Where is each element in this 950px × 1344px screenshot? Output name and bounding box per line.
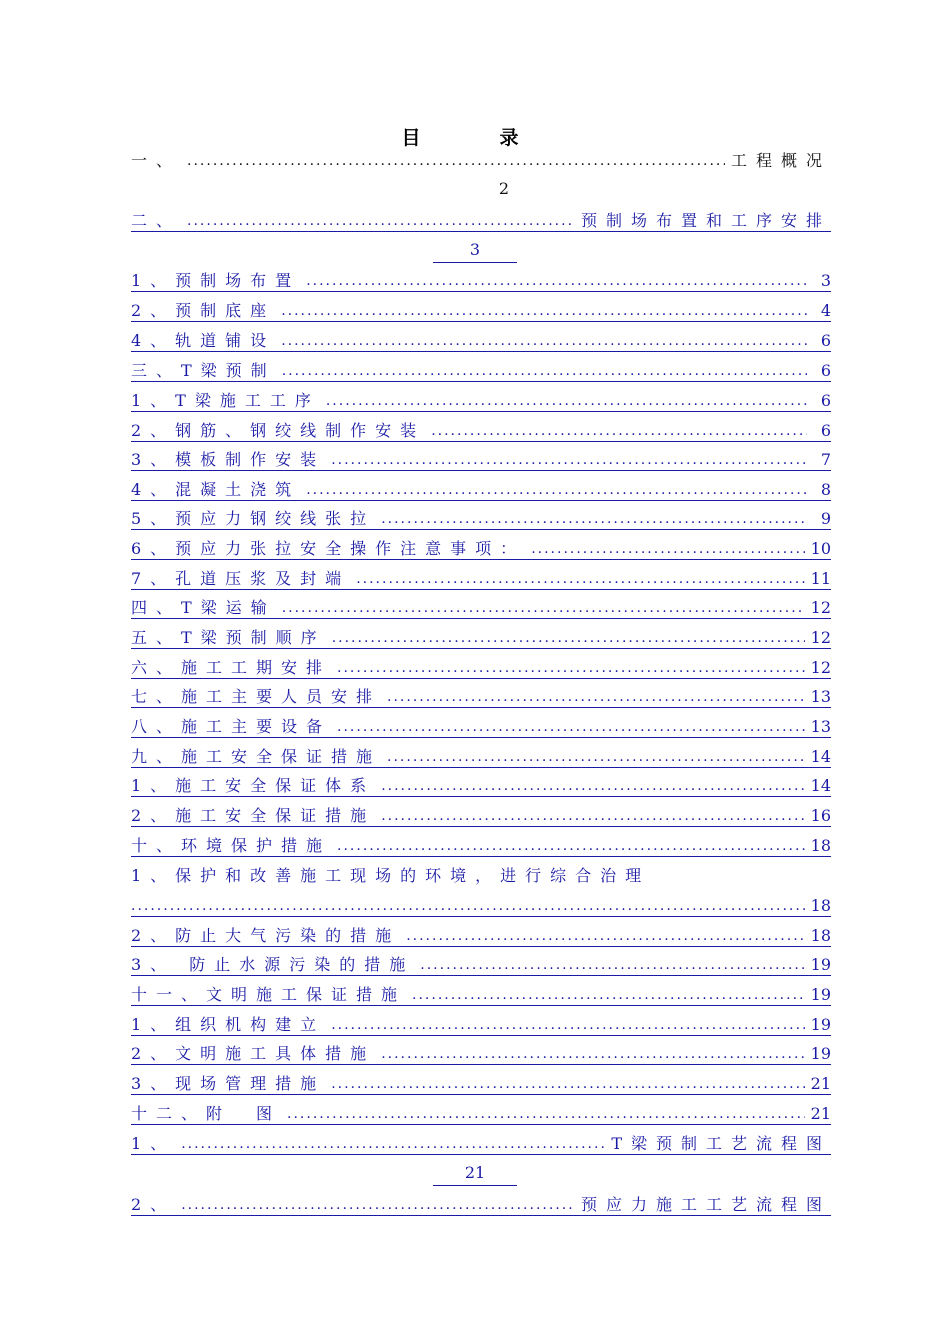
toc-entry-page: 6 — [820, 331, 831, 350]
toc-entry-label: 1、预制场布置 — [131, 271, 301, 290]
toc-entry-page: 19 — [810, 955, 831, 974]
toc-entry-label: 5、预应力钢绞线张拉 — [131, 509, 376, 528]
toc-entry[interactable] — [131, 1009, 831, 1036]
toc-entry[interactable] — [131, 474, 831, 501]
toc-entry[interactable] — [131, 563, 831, 590]
toc-entry[interactable] — [131, 444, 831, 471]
toc-entry-label: 四、T梁运输 — [131, 598, 276, 617]
toc-entry-page: 18 — [810, 926, 831, 945]
toc-entry[interactable] — [131, 415, 831, 442]
toc-leader — [387, 747, 805, 767]
toc-leader — [331, 1015, 804, 1035]
toc-entry-tail: 预应力施工工艺流程图 — [580, 1195, 831, 1214]
toc-leader — [181, 1195, 575, 1215]
toc-entry[interactable] — [131, 860, 831, 886]
toc-entry-label: 1、 — [131, 1134, 176, 1153]
toc-entry-label: 6、预应力张拉安全操作注意事项： — [131, 539, 526, 558]
toc-entry[interactable] — [131, 622, 831, 649]
toc-entry[interactable] — [131, 533, 831, 560]
toc-leader — [406, 926, 804, 946]
toc-entry-page: 11 — [810, 569, 831, 588]
toc-entry-page: 14 — [810, 747, 831, 766]
toc-entry-page: 3 — [820, 271, 831, 290]
toc-entry-label: 7、孔道压浆及封端 — [131, 569, 351, 588]
toc-leader — [337, 836, 805, 856]
toc-entry-page: 13 — [810, 687, 831, 706]
toc-entry-tail: T梁预制工艺流程图 — [611, 1134, 831, 1153]
toc-leader — [381, 1044, 804, 1064]
toc-leader — [381, 806, 804, 826]
toc-entry[interactable] — [131, 1038, 831, 1065]
toc-entry-label: 八、施工主要设备 — [131, 717, 332, 736]
toc-leader — [326, 391, 807, 411]
toc-entry-label: 十一、文明施工保证措施 — [131, 985, 407, 1004]
toc-entry[interactable] — [131, 503, 831, 530]
toc-entry[interactable] — [131, 920, 831, 947]
toc-leader — [281, 331, 807, 351]
toc-entry-label: 1、组织机构建立 — [131, 1015, 326, 1034]
toc-entry-label: 二、 — [131, 211, 182, 230]
toc-leader — [331, 1074, 804, 1094]
toc-entry-label: 2、钢筋、钢绞线制作安装 — [131, 421, 426, 440]
toc-entry-label: 五、T梁预制顺序 — [131, 628, 326, 647]
toc-leader — [306, 480, 807, 500]
toc-leader — [331, 450, 807, 470]
toc-entry-label: 2、防止大气污染的措施 — [131, 926, 401, 945]
toc-entry[interactable] — [131, 1098, 831, 1125]
toc-entry-label: 1、施工安全保证体系 — [131, 776, 376, 795]
toc-entry-label: 九、施工安全保证措施 — [131, 747, 382, 766]
toc-entry-label: 1、保护和改善施工现场的环境，进行综合治理 — [131, 866, 651, 885]
toc-leader — [337, 717, 805, 737]
toc-entry[interactable] — [131, 949, 831, 976]
toc-entry[interactable] — [131, 652, 831, 679]
toc-entry-page: 7 — [820, 450, 831, 469]
toc-entry-page: 6 — [820, 361, 831, 380]
toc-entry[interactable] — [131, 265, 831, 292]
toc-entry[interactable] — [131, 770, 831, 797]
toc-entry[interactable] — [131, 355, 831, 382]
toc-entry[interactable] — [131, 711, 831, 738]
toc-entry-page: 3 — [433, 240, 517, 263]
toc-entry[interactable] — [131, 800, 831, 827]
toc-entry[interactable] — [131, 741, 831, 768]
toc-leader — [282, 361, 807, 381]
toc-entry-label: 2、预制底座 — [131, 301, 276, 320]
toc-leader — [181, 1134, 605, 1154]
toc-entry-page: 19 — [810, 1044, 831, 1063]
toc-entry-continuation[interactable] — [131, 890, 831, 917]
toc-entry[interactable] — [131, 681, 831, 708]
toc-entry-label: 1、T梁施工工序 — [131, 391, 320, 410]
toc-leader — [282, 598, 805, 618]
toc-leader — [281, 301, 807, 321]
toc-leader — [431, 421, 807, 441]
toc-entry-label: 三、T梁预制 — [131, 361, 276, 380]
toc-entry-page: 13 — [810, 717, 831, 736]
toc-entry-page: 16 — [810, 806, 831, 825]
toc-leader — [332, 628, 805, 648]
toc-entry-page: 21 — [433, 1163, 517, 1186]
toc-entry-page: 6 — [820, 391, 831, 410]
toc-entry-label: 七、施工主要人员安排 — [131, 687, 382, 706]
toc-leader — [337, 658, 805, 678]
toc-entry[interactable] — [131, 1189, 831, 1216]
toc-entry[interactable] — [131, 385, 831, 412]
toc-entry-tail: 工程概况 — [730, 151, 831, 170]
toc-entry-page: 21 — [810, 1074, 831, 1093]
toc-entry-label: 2、施工安全保证措施 — [131, 806, 376, 825]
toc-entry-tail: 预制场布置和工序安排 — [580, 211, 831, 230]
toc-entry[interactable] — [131, 205, 831, 232]
toc-entry-label: 六、施工工期安排 — [131, 658, 332, 677]
toc-entry-page: 19 — [810, 985, 831, 1004]
toc-entry[interactable] — [131, 979, 831, 1006]
toc-entry-page: 8 — [820, 480, 831, 499]
toc-entry-label: 2、文明施工具体措施 — [131, 1044, 376, 1063]
toc-leader — [381, 776, 804, 796]
toc-entry-label: 4、混凝土浇筑 — [131, 480, 301, 499]
toc-leader — [356, 569, 804, 589]
toc-entry[interactable] — [131, 1068, 831, 1095]
toc-entry[interactable] — [131, 145, 831, 171]
toc-leader — [187, 211, 575, 231]
toc-entry-page: 18 — [810, 836, 831, 855]
toc-entry-page: 14 — [810, 776, 831, 795]
toc-leader — [187, 151, 725, 171]
toc-entry-page: 18 — [810, 896, 831, 915]
toc-entry[interactable] — [131, 325, 831, 352]
toc-entry-page: 6 — [820, 421, 831, 440]
toc-entry-page: 2 — [498, 179, 510, 198]
toc-entry-label: 3、模板制作安装 — [131, 450, 326, 469]
toc-leader — [381, 509, 807, 529]
toc-entry[interactable] — [131, 830, 831, 857]
toc-entry[interactable] — [131, 1128, 831, 1155]
toc-entry-page: 9 — [820, 509, 831, 528]
toc-title: 目 录 — [401, 127, 549, 149]
toc-entry-label: 3、 防止水源污染的措施 — [131, 955, 415, 974]
toc-entry-label: 十、环境保护措施 — [131, 836, 332, 855]
toc-entry-page: 4 — [820, 301, 831, 320]
toc-entry-page: 12 — [810, 628, 831, 647]
toc-entry[interactable] — [131, 295, 831, 322]
toc-entry-label: 十二、附 图 — [131, 1104, 282, 1123]
toc-entry-page: 12 — [810, 658, 831, 677]
toc-entry-page: 21 — [810, 1104, 831, 1123]
toc-entry-label: 4、轨道铺设 — [131, 331, 276, 350]
toc-entry[interactable] — [131, 592, 831, 619]
toc-leader — [420, 955, 804, 975]
toc-leader — [412, 985, 805, 1005]
toc-entry-label: 2、 — [131, 1195, 176, 1214]
toc-leader — [531, 539, 804, 559]
toc-entry-page: 10 — [810, 539, 831, 558]
toc-leader — [287, 1104, 805, 1124]
toc-leader — [387, 687, 805, 707]
toc-entry-label: 3、现场管理措施 — [131, 1074, 326, 1093]
toc-entry-page: 19 — [810, 1015, 831, 1034]
toc-leader — [131, 896, 805, 916]
toc-entry-label: 一、 — [131, 151, 182, 170]
toc-leader — [306, 271, 807, 291]
toc-entry-page: 12 — [810, 598, 831, 617]
